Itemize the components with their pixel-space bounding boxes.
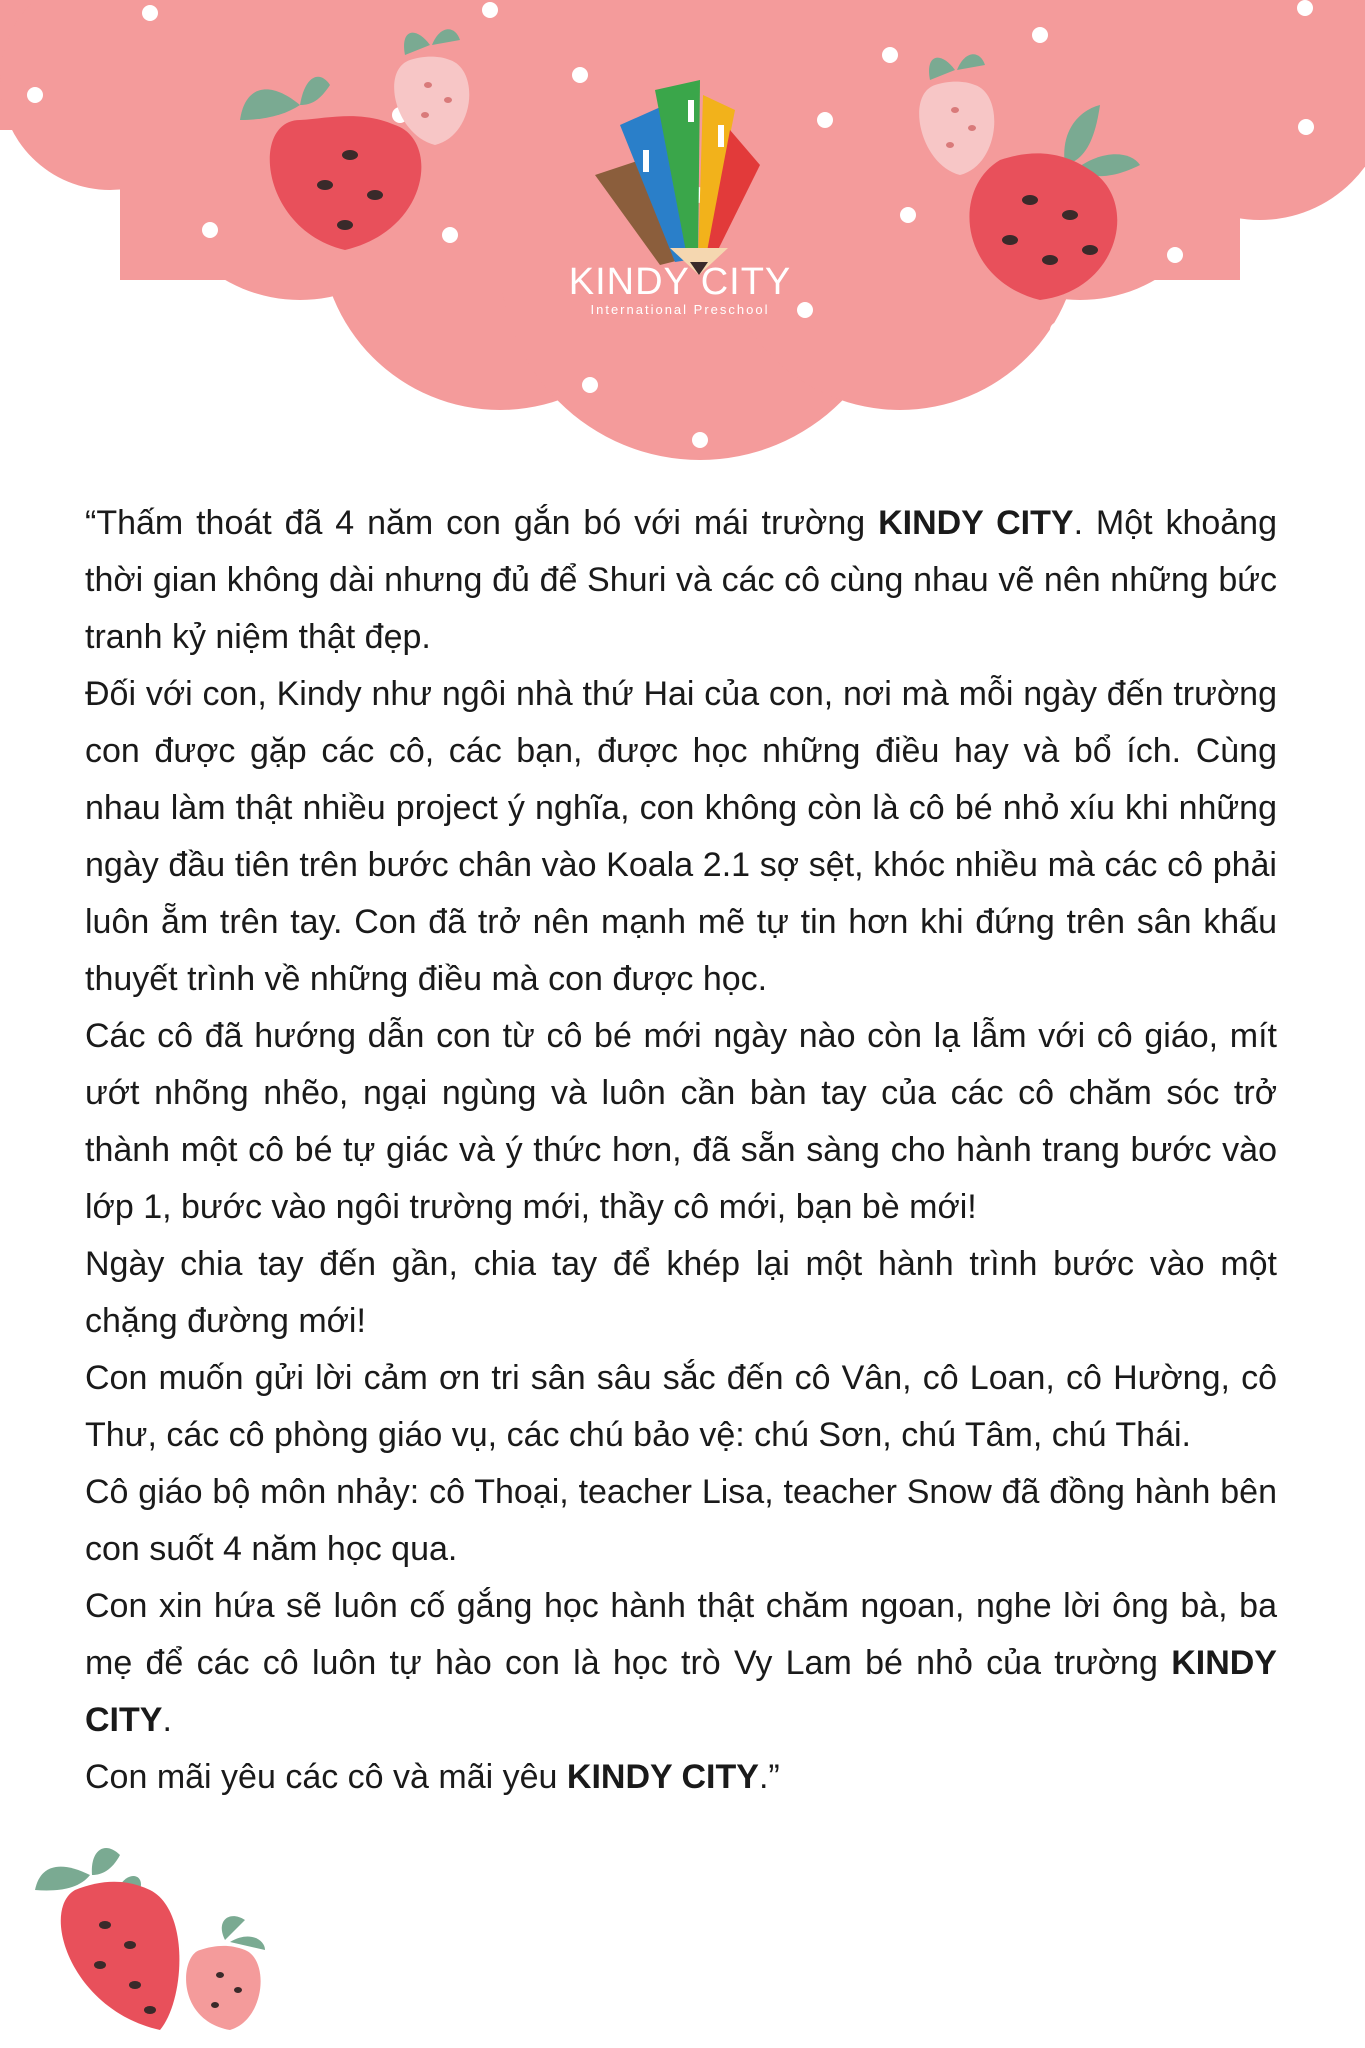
paragraph: Ngày chia tay đến gần, chia tay để khép lại một hành trình bước vào một chặng đường mới! [85, 1245, 1277, 1340]
text-span: .” [758, 1758, 780, 1796]
footer-strawberries [0, 1830, 320, 2048]
school-name: KINDY CITY [85, 1644, 1277, 1739]
paragraph [85, 1578, 1277, 1749]
paragraph: Đối với con, Kindy như ngôi nhà thứ Hai của con, nơi mà mỗi ngày đến trường con được gặp các cô, các bạn, được học những điều hay và bổ ích. Cùng nhau làm thật nhiều project ý nghĩa, con không còn là cô bé nhỏ xíu khi những ngày đầu tiên trên bước chân vào Koala 2.1 sợ sệt, khóc nhiều mà các cô phải luôn ẵm trên tay. Con đã trở nên mạnh mẽ tự tin hơn khi đứng trên sân khấu thuyết trình về những điều mà con được học. [85, 675, 1277, 998]
logo-name: KINDY CITY [568, 261, 792, 303]
logo [560, 262, 800, 318]
text-span: Con mãi yêu các cô và mãi yêu [85, 1758, 567, 1796]
school-name: KINDY CITY [566, 1758, 759, 1796]
paragraph [85, 1749, 1277, 1806]
logo-tagline: International Preschool [590, 302, 770, 317]
paragraph: Con muốn gửi lời cảm ơn tri sân sâu sắc đến cô Vân, cô Loan, cô Hường, cô Thư, các cô phòng giáo vụ, các chú bảo vệ: chú Sơn, chú Tâm, chú Thái. [85, 1359, 1277, 1454]
text-span: . Một khoảng thời gian không dài nhưng đủ để Shuri và các cô cùng nhau vẽ nên những bức tranh kỷ niệm thật đẹp. [85, 504, 1277, 656]
school-name: KINDY CITY [878, 504, 1074, 542]
paragraph: Các cô đã hướng dẫn con từ cô bé mới ngày nào còn lạ lẫm với cô giáo, mít ướt nhõng nhẽo, ngại ngùng và luôn cần bàn tay của các cô chăm sóc trở thành một cô bé tự giác và ý thức hơn, đã sẵn sàng cho hành trang bước vào lớp 1, bước vào ngôi trường mới, thầy cô mới, bạn bè mới! [85, 1017, 1277, 1226]
text-span: . [162, 1701, 172, 1739]
header-cloud-banner [0, 0, 1365, 480]
strawberry-icon [35, 1848, 179, 2030]
paragraph: Cô giáo bộ môn nhảy: cô Thoại, teacher Lisa, teacher Snow đã đồng hành bên con suốt 4 năm học qua. [85, 1473, 1277, 1568]
paragraph [85, 495, 1277, 666]
text-span: Con xin hứa sẽ luôn cố gắng học hành thật chăm ngoan, nghe lời ông bà, ba mẹ để các cô luôn tự hào con là học trò Vy Lam bé nhỏ của trường [85, 1587, 1277, 1682]
letter-body [85, 495, 1277, 1806]
strawberry-icon [186, 1916, 265, 2030]
text-span: “Thấm thoát đã 4 năm con gắn bó với mái trường [85, 504, 879, 542]
